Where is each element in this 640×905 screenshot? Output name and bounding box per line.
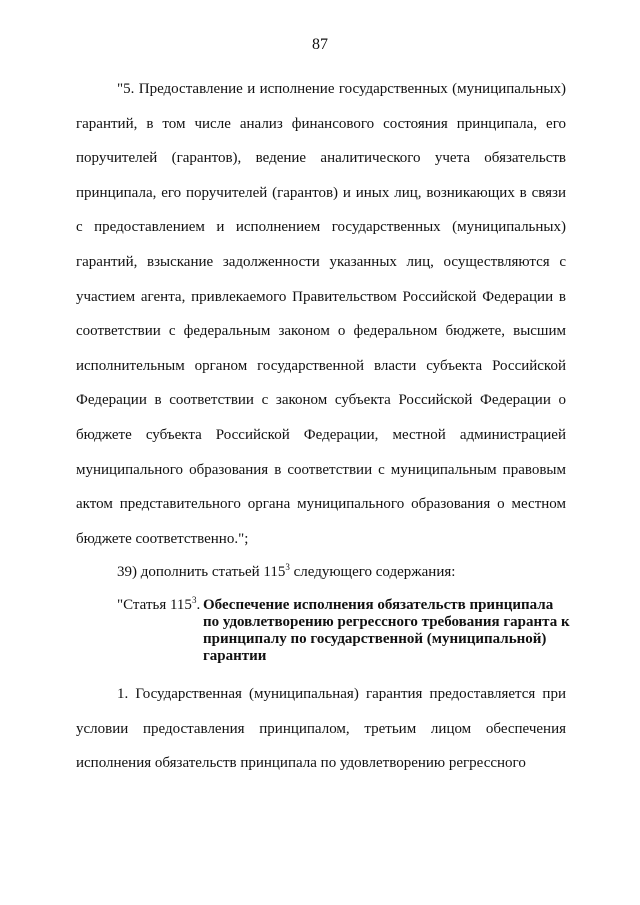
article-label	[117, 597, 200, 614]
clause-1-text: 1. Государственная (муниципальная) гарантия предоставляется при условии предоставления принципалом, третьим лицом обеспечения исполнения обязательств принципала по удовлетворению регрессного	[76, 686, 566, 772]
page-number: 87	[312, 36, 328, 53]
paragraph-item-39	[76, 555, 566, 590]
item-39-superscript: 3	[285, 562, 290, 572]
article-label-superscript: 3	[191, 595, 197, 605]
item-39-text-start: 39) дополнить статьей 115	[117, 564, 286, 580]
article-title: Обеспечение исполнения обязательств принципала по удовлетворению регрессного требования гаранта к принципалу по государственной (муниципальной) гарантии	[203, 597, 570, 664]
article-label-text: "Статья 115	[117, 597, 192, 613]
item-39-text-end: следующего содержания:	[289, 564, 456, 580]
paragraph-guarantees	[76, 72, 566, 556]
paragraph-article-clause-1	[76, 677, 566, 781]
paragraph-text: "5. Предоставление и исполнение государственных (муниципальных) гарантий, в том числе анализ финансового состояния принципала, его поручителей (гарантов), ведение аналитического учета обязательств принципала, его поручителей (гарантов) и иных лиц, возникающих в связи с предоставлением и исполнением государственных (муниципальных) гарантий, взыскание задолженности указанных лиц, осуществляются с участием агента, привлекаемого Правительством Российской Федерации в соответствии с федеральным законом о федеральном бюджете, высшим исполнительным органом государственной власти субъекта Российской Федерации в соответствии с законом субъекта Российской Федерации о бюджете субъекта Российской Федерации, местной администрацией муниципального образования в соответствии с муниципальным правовым актом представительного органа муниципального образования о местном бюджете соответственно.";	[76, 81, 566, 547]
article-label-dot: .	[196, 597, 201, 613]
item-39-text	[76, 555, 566, 590]
